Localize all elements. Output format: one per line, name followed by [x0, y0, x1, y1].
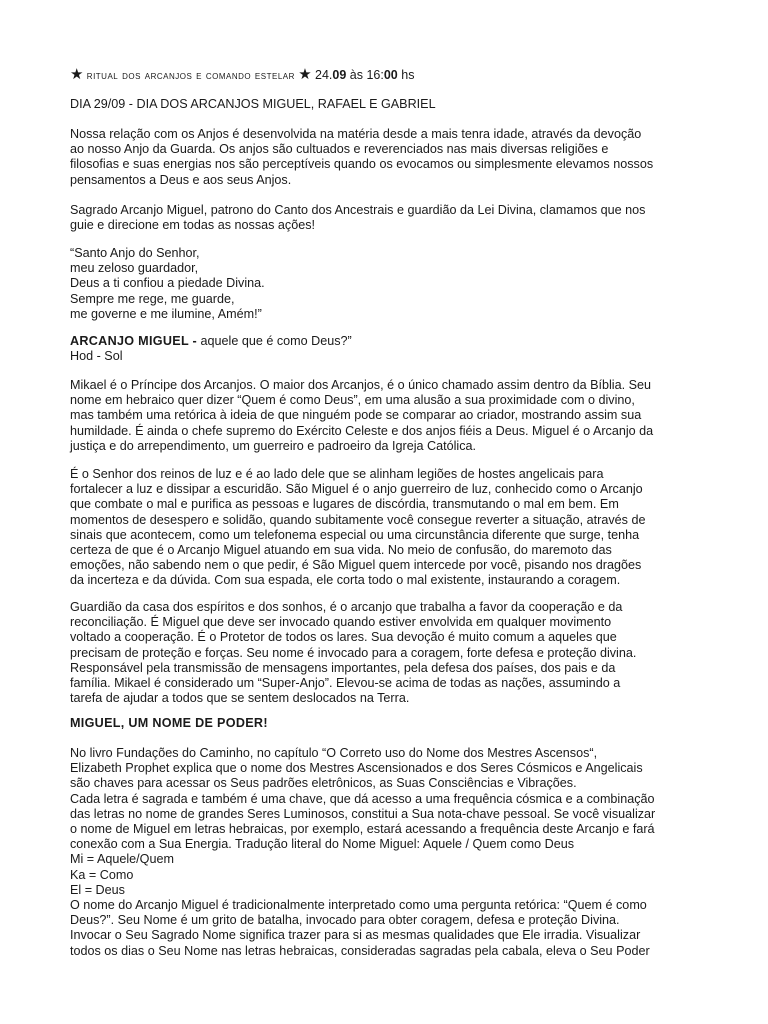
section-heading-poder: MIGUEL, UM NOME DE PODER!	[70, 716, 268, 730]
section-heading-miguel: ARCANJO MIGUEL -	[70, 334, 198, 348]
star-icon: ★	[298, 66, 312, 83]
paragraph-senhor: É o Senhor dos reinos de luz e é ao lado dele que se alinham legiões de hostes angelicais para fortalecer a luz e dissipar a escuridão. São Miguel é o anjo guerreiro de luz, conhecido como o Arcanjo que combate o mal e purifica as pessoas e lugares de discórdia, transmutando o mal em bem. Em momentos de desespero e solidão, quando subitamente você consegue reverter a situação, através de sinais que acontecem, como um telefonema especial ou uma circunstância diferente que surge, tenha certeza de que é o Arcanjo Miguel atuando em sua vida. No meio de confusão, do maremoto das emoções, não sabendo nem o que pedir, é São Miguel quem intercede por você, pisando nos dragões da incerteza e da dúvida. Com sua espada, ele corta todo o mal existente, instaurando a coragem.	[70, 467, 646, 588]
paragraph-mikael: Mikael é o Príncipe dos Arcanjos. O maior dos Arcanjos, é o único chamado assim dentro da Bíblia. Seu nome em hebraico quer dizer “Quem é como Deus”, em uma alusão a sua proximidade com o divino, mas também uma retórica à ideia de que ninguém pode se comparar ao criador, mostrando assim sua humildade. É ainda o chefe supremo do Exército Celeste e dos anjos fiéis a Deus. Miguel é o Arcanjo da justiça e do arrependimento, um guerreiro e padroeiro da Igreja Católica.	[70, 378, 654, 453]
section-miguel	[70, 334, 710, 364]
star-icon: ★	[70, 66, 84, 83]
section-subtitle: aquele que é como Deus?”	[197, 334, 352, 348]
prayer-text: “Santo Anjo do Senhor, meu zeloso guardador, Deus a ti confiou a piedade Divina. Sempre me rege, me guarde, me governe e me ilumine, Amém!”	[70, 246, 265, 321]
section-attribution: Hod - Sol	[70, 349, 123, 364]
paragraph-intro: Nossa relação com os Anjos é desenvolvida na matéria desde a mais tenra idade, através da devoção ao nosso Anjo da Guarda. Os anjos são cultuados e reverenciados nas mais diversas religiões e filosofias e suas energias nos são perceptíveis quando os evocamos ou simplesmente elevamos nossos pensamentos a Deus e aos seus Anjos.	[70, 127, 654, 187]
event-header	[70, 67, 710, 83]
paragraph-nome-poder: No livro Fundações do Caminho, no capítulo “O Correto uso do Nome dos Mestres Ascensos“, Elizabeth Prophet explica que o nome dos Mestres Ascensionados e dos Seres Cósmicos e Angelicais são chaves para acessar os Seus padrões eletrônicos, as Suas Consciências e Vibrações. Cada letra é sagrada e também é uma chave, que dá acesso a uma frequência cósmica e a combinação das letras no nome de grandes Seres Luminosos, constitui a Sua nota-chave pessoal. Se você visualizar o nome de Miguel em letras hebraicas, por exemplo, estará acessando a frequência deste Arcanjo e fará conexão com a Sua Energia. Tradução literal do Nome Miguel: Aquele / Quem como Deus Mi = Aquele/Quem Ka = Como El = Deus O nome do Arcanjo Miguel é tradicionalmente interpretado como uma pergunta retórica: “Quem é como Deus?”. Seu Nome é um grito de batalha, invocado para obter coragem, defesa e proteção Divina. Invocar o Seu Sagrado Nome significa trazer para si as mesmas qualidades que Ele irradia. Visualizar todos os dias o Seu Nome nas letras hebraicas, consideradas sagradas pela cabala, eleva o Seu Poder	[70, 746, 656, 958]
paragraph-invocation: Sagrado Arcanjo Miguel, patrono do Canto dos Ancestrais e guardião da Lei Divina, clamamos que nos guie e direcione em todas as nossas ações!	[70, 203, 646, 233]
event-title: ritual dos arcanjos e comando estelar	[86, 68, 295, 82]
paragraph-guardiao: Guardião da casa dos espíritos e dos sonhos, é o arcanjo que trabalha a favor da cooperação e da reconciliação. É Miguel que deve ser invocado quando estiver envolvida em qualquer movimento voltado a cooperação. É o Protetor de todos os lares. Sua devoção é muito comum a aqueles que precisam de proteção e forças. Seu nome é invocado para a coragem, forte defesa e proteção divina. Responsável pela transmissão de mensagens importantes, pela defesa dos países, dos pais e da família. Mikael é considerado um “Super-Anjo”. Elevou-se acima de todas as nações, assumindo a tarefa de ajudar a todos que se sentem deslocados na Terra.	[70, 600, 637, 706]
document-subtitle: DIA 29/09 - DIA DOS ARCANJOS MIGUEL, RAFAEL E GABRIEL	[70, 97, 436, 111]
event-date: 24.09 às 16:00 hs	[315, 68, 415, 82]
